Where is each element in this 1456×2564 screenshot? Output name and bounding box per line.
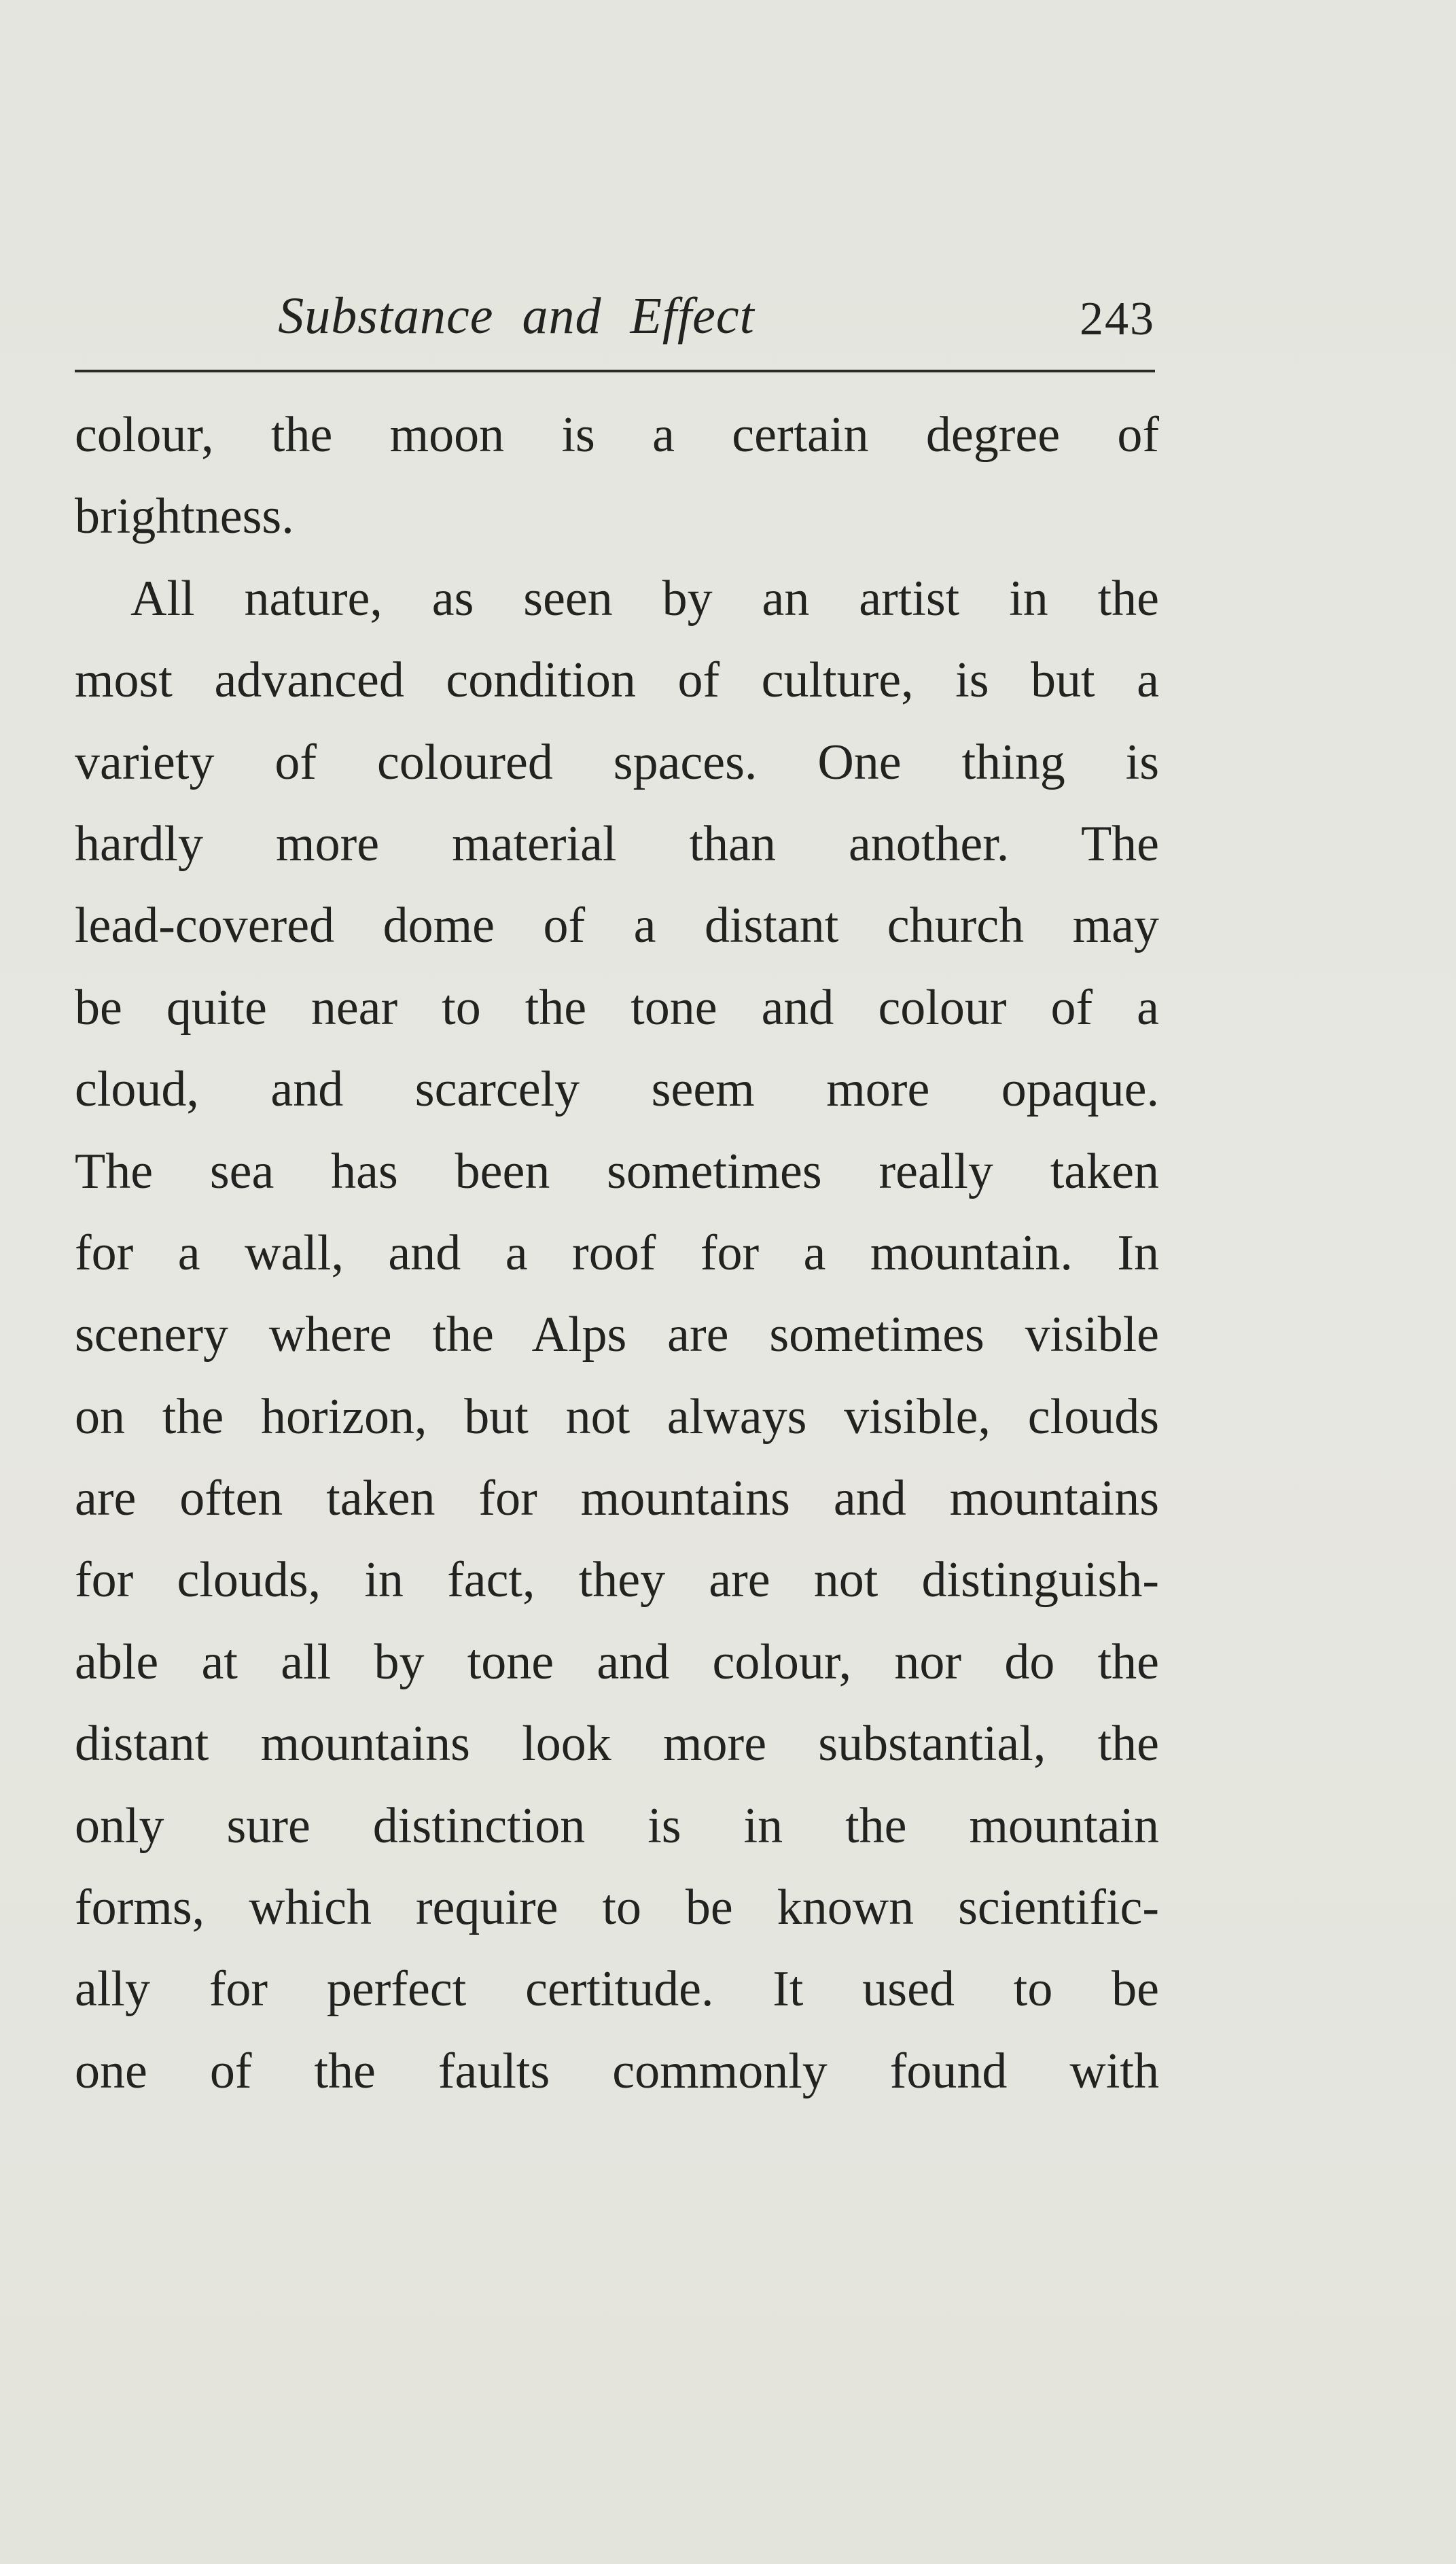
text-line: forms, which require to be known scientific- <box>75 1880 1159 1936</box>
text-line: for a wall, and a roof for a mountain. In <box>75 1225 1159 1281</box>
text-line: be quite near to the tone and colour of a <box>75 979 1159 1036</box>
text-line: All nature, as seen by an artist in the <box>130 570 1159 627</box>
text-line: lead-covered dome of a distant church may <box>75 898 1159 954</box>
text-line: variety of coloured spaces. One thing is <box>75 734 1159 790</box>
header-rule <box>75 370 1155 372</box>
text-line: ally for perfect certitude. It used to be <box>75 1961 1159 2018</box>
text-line: are often taken for mountains and mountains <box>75 1471 1159 1527</box>
text-line: one of the faults commonly found with <box>75 2043 1159 2099</box>
text-line: cloud, and scarcely seem more opaque. <box>75 1061 1159 1118</box>
running-head <box>75 279 1155 353</box>
text-line: hardly more material than another. The <box>75 815 1159 872</box>
text-line: colour, the moon is a certain degree of <box>75 407 1159 463</box>
text-line: The sea has been sometimes really taken <box>75 1143 1159 1199</box>
text-line: able at all by tone and colour, nor do the <box>75 1634 1159 1690</box>
text-line: distant mountains look more substantial, the <box>75 1716 1159 1772</box>
page-number: 243 <box>1080 293 1155 345</box>
text-line: scenery where the Alps are sometimes visible <box>75 1307 1159 1363</box>
text-line: on the horizon, but not always visible, clouds <box>75 1388 1159 1445</box>
text-line: most advanced condition of culture, is but a <box>75 652 1159 709</box>
running-title: Substance and Effect <box>278 287 755 345</box>
text-line: brightness. <box>75 489 294 545</box>
text-line: only sure distinction is in the mountain <box>75 1797 1159 1854</box>
text-line: for clouds, in fact, they are not distinguish- <box>75 1552 1159 1609</box>
body-text <box>75 394 1159 2112</box>
